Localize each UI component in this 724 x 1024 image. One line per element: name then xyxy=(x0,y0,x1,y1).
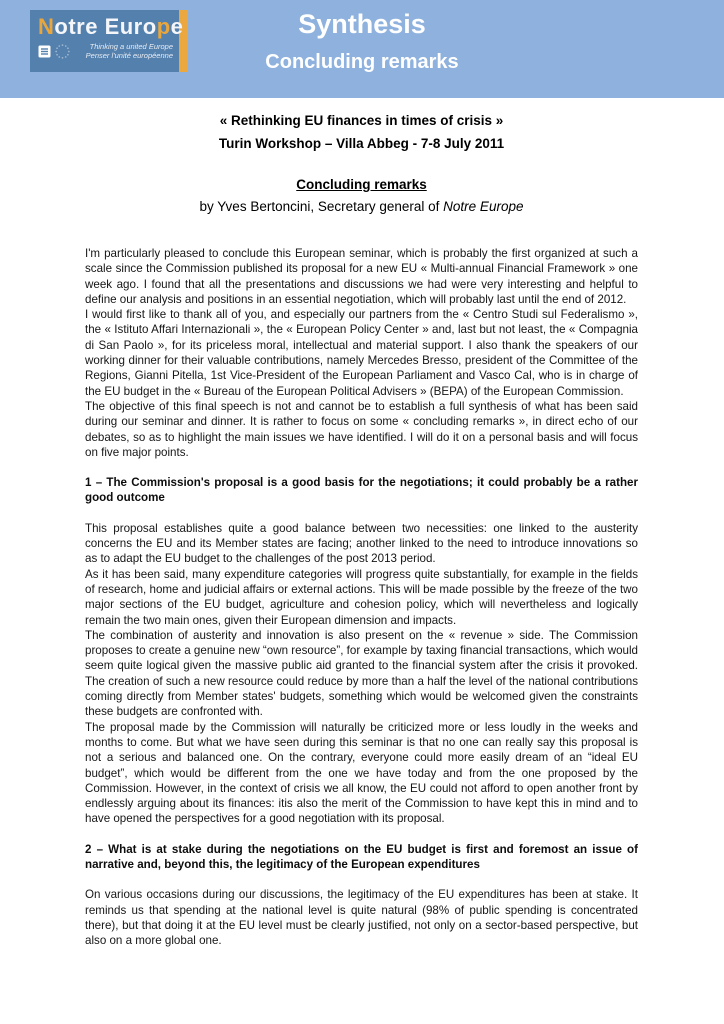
brand-seg: otre Euro xyxy=(54,14,157,39)
paragraph: On various occasions during our discussions, the legitimacy of the EU expenditures has been at stake. It reminds us that spending at the national level is quite natural (98% of public spending is concentrated there), but that doing it at the EU level must be clearly justified, not only on a sector-based perspective, but also on a more global one. xyxy=(85,888,638,948)
document-title: « Rethinking EU finances in times of crisis » xyxy=(219,113,504,128)
logo-tagline xyxy=(71,42,173,60)
brand-name xyxy=(38,14,184,39)
section-heading: Concluding remarks xyxy=(296,177,427,192)
byline-organization: Notre Europe xyxy=(443,199,524,214)
paragraph: I would first like to thank all of you, and especially our partners from the « Centro Studi sul Federalismo », the « Istituto Affari Internazionali », the « European Policy Center » and, last but not least, the « Compagnia di San Paolo », for its priceless moral, intellectual and material support. I also thank the speakers of our working dinner for their valuable contributions, namely Mercedes Bresso, president of the Committee of the Regions, Gianni Pitella, 1st Vice-President of the European Parliament and Vasco Cal, who is in charge of the EU budget in the « Bureau of the European Political Advisers » (BEPA) of the European Commission. xyxy=(85,308,638,398)
brand-seg: p xyxy=(156,14,171,39)
notre-europe-logo xyxy=(30,10,188,72)
page-subtitle: Concluding remarks xyxy=(265,51,459,73)
workshop-subtitle: Turin Workshop – Villa Abbeg - 7-8 July 2011 xyxy=(218,136,505,151)
paragraph: As it has been said, many expenditure categories will progress quite substantially, for example in the fields of research, home and judicial affairs or external actions. This will be made possible by the freeze of the two major sections of the EU budget, agriculture and cohesion policy, which will nevertheless and logically remain the two main ones, given their European dimension and impacts. xyxy=(85,567,638,627)
eu-stars-icon xyxy=(54,43,71,60)
numbered-heading-1: 1 – The Commission's proposal is a good basis for the negotiations; it could probably be a rather good outcome xyxy=(85,476,638,505)
numbered-heading-2: 2 – What is at stake during the negotiations on the EU budget is first and foremost an issue of narrative and, beyond this, the legitimacy of the European expenditures xyxy=(85,842,638,871)
page-title: Synthesis xyxy=(298,9,426,39)
paragraph: The combination of austerity and innovation is also present on the « revenue » side. The Commission proposes to create a genuine new “own resource”, for example by taxing financial transactions, which would seem quite logical given the massive public aid granted to the financial system after the crisis it provoked. The creation of such a new resource could reduce by more than a half the level of the national contributions coming directly from Member states' budgets, something which would be welcomed given the constraints these budgets are confronted with. xyxy=(85,628,638,719)
document-title-block xyxy=(85,109,638,155)
paragraph: I'm particularly pleased to conclude this European seminar, which is probably the first organized at such a scale since the Commission published its proposal for a new EU « Multi-annual Financial Framework » one week ago. I found that all the presentations and discussions we had were very interesting and helpful to define our analysis and positions in an essential negotiation, which will probably last until the end of 2012. xyxy=(85,247,638,306)
brand-seg: e xyxy=(170,14,184,39)
brand-seg: N xyxy=(38,14,55,39)
body-text xyxy=(85,246,638,948)
tagline-line1: Thinking a united Europe xyxy=(89,42,173,51)
byline-text: by Yves Bertoncini, Secretary general of xyxy=(199,199,444,214)
tagline-line2: Penser l'unité européenne xyxy=(85,51,173,60)
document-page xyxy=(0,98,724,948)
paragraph: The proposal made by the Commission will naturally be criticized more or less loudly in the weeks and months to come. But what we have seen during this seminar is that no one can really say this proposal is not a serious and balanced one. On the contrary, everyone could more easily dream of an “ideal EU budget”, which would be different from the one we have today and from the one proposed by the Commission. However, in the context of crisis we all know, the EU could not afford to open another front by endlessly arguing about its finances: itis also the merit of the Commission to have kept this in mind and to have opened the perspectives for a good negotiation with its proposal. xyxy=(85,720,638,826)
paragraph: The objective of this final speech is not and cannot be to establish a full synthesis of what has been said during our seminar and dinner. It is rather to focus on some « concluding remarks », in direct echo of our debates, so as to highlight the main issues we have identified. I will do it on a personal basis and will focus on five major points. xyxy=(85,399,638,459)
document-list-icon xyxy=(38,45,51,58)
byline xyxy=(85,196,638,218)
paragraph: This proposal establishes quite a good balance between two necessities: one linked to the austerity concerns the EU and its Member states are facing; another linked to the need to introduce innovations so as to adapt the EU budget to the challenges of the post 2013 period. xyxy=(85,521,638,566)
header-banner xyxy=(0,0,724,98)
